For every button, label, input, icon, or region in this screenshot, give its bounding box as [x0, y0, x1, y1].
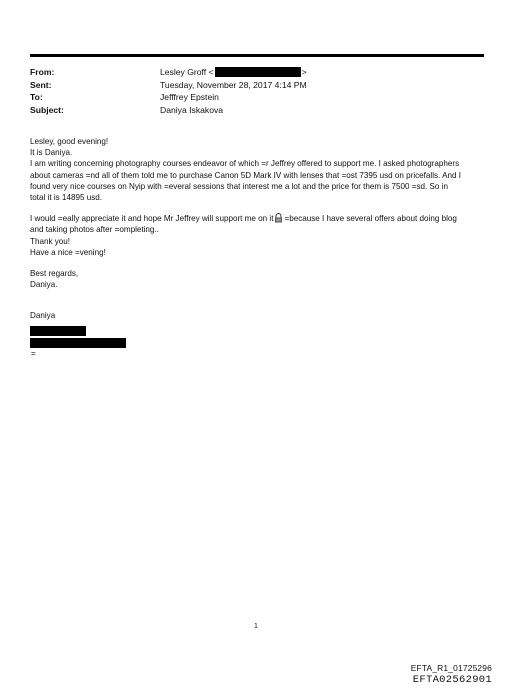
sent-label: Sent:: [30, 79, 52, 90]
body-line: Lesley, good evening!: [30, 137, 109, 146]
closing-line: Best regards,: [30, 269, 79, 279]
body-line: about cameras =nd all of them told me to purchase Canon 5D Mark IV with lenses that =ost 7395 usd on pricefalls. And I: [30, 170, 462, 180]
from-label: From:: [30, 67, 55, 77]
body-line: Have a nice =vening!: [30, 247, 106, 257]
header-rule: [30, 54, 484, 57]
to-label: To:: [30, 92, 43, 102]
sent-row: [30, 79, 490, 92]
subject-value: Daniya Iskakova: [160, 104, 224, 115]
email-body: [30, 136, 490, 322]
sent-value: Tuesday, November 28, 2017 4:14 PM: [160, 79, 307, 90]
body-line: I am writing concerning photography courses endeavor of which =r Jeffrey offered to support me. I asked photographers: [30, 159, 460, 169]
email-header: [30, 66, 490, 116]
body-line: It is Daniya.: [30, 148, 73, 158]
page-number: 1: [254, 623, 258, 630]
bates-number-2: EFTA02562901: [412, 674, 492, 686]
redaction-box: [215, 67, 301, 77]
body-line: found very nice courses on Nyip with =everal sessions that interest me a lot and the price for them is 7500 =sd. So in: [30, 181, 448, 191]
bates-number-1: EFTA_R1_01725296: [410, 663, 492, 673]
body-line: [30, 213, 490, 224]
closing-line: Daniya.: [30, 280, 58, 290]
redaction-box: [30, 326, 86, 336]
body-line-part: I would =eally appreciate it and hope Mr Jeffrey will support me on it: [30, 214, 274, 224]
subject-label: Subject:: [30, 104, 64, 115]
from-value: [160, 66, 307, 79]
body-line: total it is 14895 usd.: [30, 193, 102, 203]
from-row: [30, 66, 490, 79]
body-line: Thank you!: [30, 236, 71, 246]
to-row: [30, 91, 490, 104]
body-line-part: =because I have several offers about doing blog: [284, 214, 457, 224]
signature-name: Daniya: [30, 311, 56, 321]
lock-icon: [273, 213, 284, 223]
from-close: >: [301, 67, 307, 77]
to-value: Jefffrey Epstein: [160, 92, 219, 102]
subject-row: [30, 104, 490, 117]
from-name: Lesley Groff <: [160, 67, 214, 77]
redaction-box: [30, 338, 126, 348]
signature-eq: =: [31, 349, 36, 358]
body-line: and taking photos after =ompleting..: [30, 225, 159, 235]
